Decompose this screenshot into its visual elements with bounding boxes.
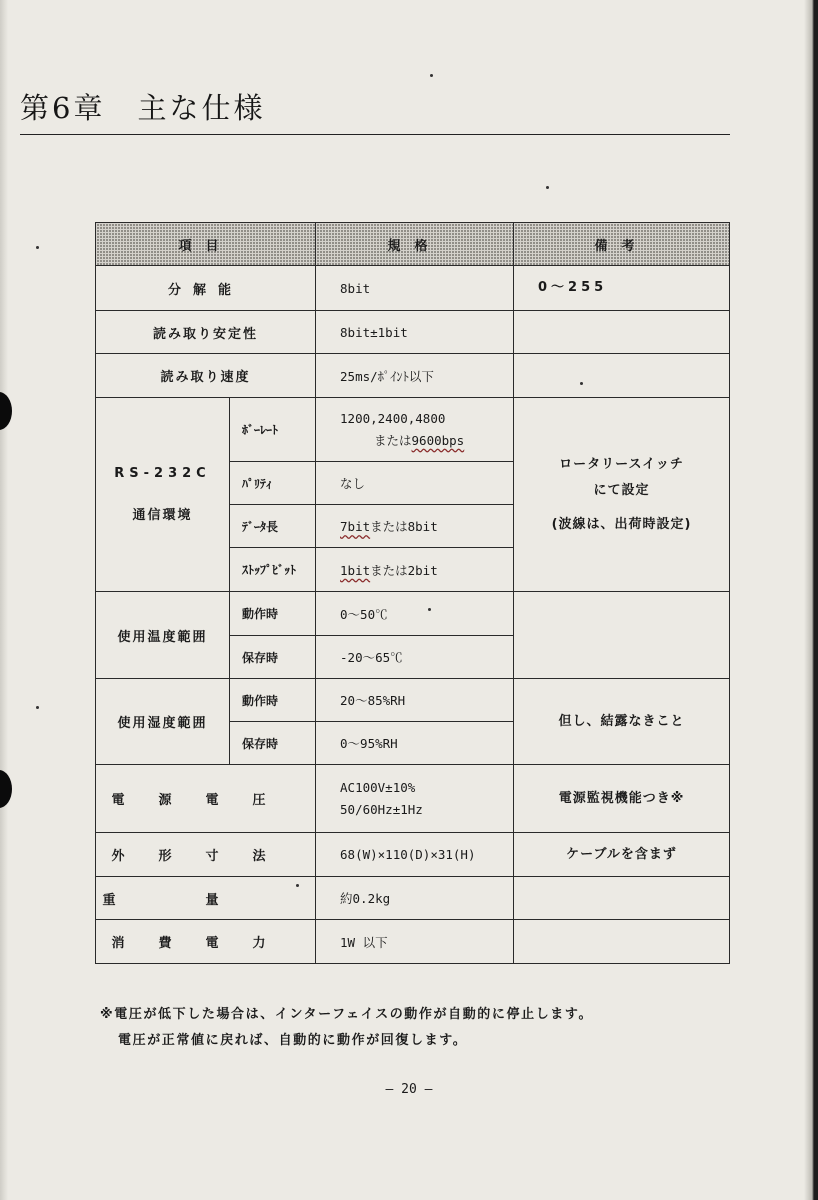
- stop-bit-value: [316, 548, 514, 592]
- power-consumption-note: [514, 920, 730, 964]
- humidity-label: 使用湿度範囲: [96, 679, 230, 765]
- power-consumption-value: 1W 以下: [316, 920, 514, 964]
- scan-speck: [546, 186, 549, 189]
- weight-label: 重量: [96, 877, 316, 920]
- read-speed-label: 読み取り速度: [96, 354, 316, 398]
- stop-bit-rest: または2bit: [370, 562, 438, 578]
- chapter-title: 第6章 主な仕様: [20, 91, 266, 125]
- stop-bit-default: 1bit: [340, 562, 371, 578]
- footnote-line2: 電圧が正常値に戻れば、自動的に動作が回復します。: [118, 1033, 468, 1048]
- binder-hole-top: [0, 392, 12, 430]
- table-row: [96, 765, 730, 833]
- humidity-operating-value: 20～85%RH: [316, 679, 514, 722]
- power-voltage-value: [316, 765, 514, 833]
- parity-label: ﾊﾟﾘﾃｨ: [230, 462, 316, 505]
- temperature-storage-label: 保存時: [230, 636, 316, 679]
- rs232c-note: [514, 398, 730, 592]
- baud-value-default: 9600bps: [411, 432, 465, 448]
- temperature-operating-label: 動作時: [230, 592, 316, 636]
- power-voltage-label: 電源電圧: [96, 765, 316, 833]
- page-number: ― 20 ―: [385, 1082, 433, 1097]
- footnote: [100, 1002, 593, 1054]
- table-row: [96, 833, 730, 877]
- spec-table: [95, 222, 730, 964]
- data-length-default: 7bit: [340, 519, 371, 534]
- rs232c-label-line2: 通信環境: [132, 507, 193, 523]
- resolution-label: 分解能: [96, 266, 316, 311]
- scan-speck: [580, 382, 583, 385]
- table-row: [96, 877, 730, 920]
- table-row: [96, 920, 730, 964]
- rs232c-label-line1: RS-232C: [114, 465, 211, 481]
- baud-value-prefix: または: [374, 432, 412, 448]
- scan-edge-left: [0, 0, 8, 1200]
- dimensions-note: ケーブルを含まず: [514, 833, 730, 877]
- read-speed-note: [514, 354, 730, 398]
- stop-bit-label: ｽﾄｯﾌﾟﾋﾞｯﾄ: [230, 548, 316, 592]
- scan-edge-right: [804, 0, 818, 1200]
- power-voltage-note: 電源監視機能つき※: [514, 765, 730, 833]
- read-stability-note: [514, 311, 730, 354]
- read-speed-value: 25ms/ﾎﾟｲﾝﾄ以下: [316, 354, 514, 398]
- header-item: 項目: [96, 223, 316, 266]
- table-row: [96, 266, 730, 311]
- scan-speck: [36, 246, 39, 249]
- binder-hole-bottom: [0, 770, 12, 808]
- rs232c-note-line1: ロータリースイッチ: [559, 456, 684, 472]
- dimensions-value: 68(W)×110(D)×31(H): [316, 833, 514, 877]
- resolution-note: 0～255: [514, 266, 730, 311]
- baud-label: ﾎﾞｰﾚｰﾄ: [230, 398, 316, 462]
- temperature-storage-value: -20～65℃: [316, 636, 514, 679]
- parity-value: なし: [316, 462, 514, 505]
- table-row: [96, 311, 730, 354]
- humidity-storage-value: 0～95%RH: [316, 722, 514, 765]
- weight-note: [514, 877, 730, 920]
- data-length-label: ﾃﾞｰﾀ長: [230, 505, 316, 548]
- humidity-note: 但し、結露なきこと: [514, 679, 730, 765]
- table-row: [96, 398, 730, 462]
- table-row: [96, 354, 730, 398]
- table-row: [96, 679, 730, 722]
- power-voltage-value-line2: 50/60Hz±1Hz: [340, 801, 423, 817]
- power-voltage-value-line1: AC100V±10%: [340, 779, 416, 795]
- temperature-label: 使用温度範囲: [96, 592, 230, 679]
- scan-speck: [296, 884, 299, 887]
- header-spec: 規格: [316, 223, 514, 266]
- dimensions-label: 外形寸法: [96, 833, 316, 877]
- baud-value-line1: 1200,2400,4800: [340, 410, 446, 426]
- footnote-line1: ※電圧が低下した場合は、インターフェイスの動作が自動的に停止します。: [100, 1007, 594, 1022]
- read-stability-value: 8bit±1bit: [316, 311, 514, 354]
- temperature-note: [514, 592, 730, 679]
- table-row: [96, 592, 730, 636]
- header-row: [96, 223, 730, 266]
- scan-speck: [428, 608, 431, 611]
- scan-speck: [430, 74, 433, 77]
- baud-value: [316, 398, 514, 462]
- title-rule: [20, 134, 730, 135]
- power-consumption-label: 消費電力: [96, 920, 316, 964]
- humidity-storage-label: 保存時: [230, 722, 316, 765]
- resolution-value: 8bit: [316, 266, 514, 311]
- rs232c-note-line3: (波線は、出荷時設定): [551, 516, 692, 532]
- data-length-value: [316, 505, 514, 548]
- data-length-rest: または8bit: [370, 519, 438, 534]
- rs232c-note-line2: にて設定: [593, 482, 650, 498]
- temperature-operating-value: 0～50℃: [316, 592, 514, 636]
- scan-speck: [36, 706, 39, 709]
- read-stability-label: 読み取り安定性: [96, 311, 316, 354]
- rs232c-label: [96, 398, 230, 592]
- header-note: 備考: [514, 223, 730, 266]
- weight-value: 約0.2kg: [316, 877, 514, 920]
- humidity-operating-label: 動作時: [230, 679, 316, 722]
